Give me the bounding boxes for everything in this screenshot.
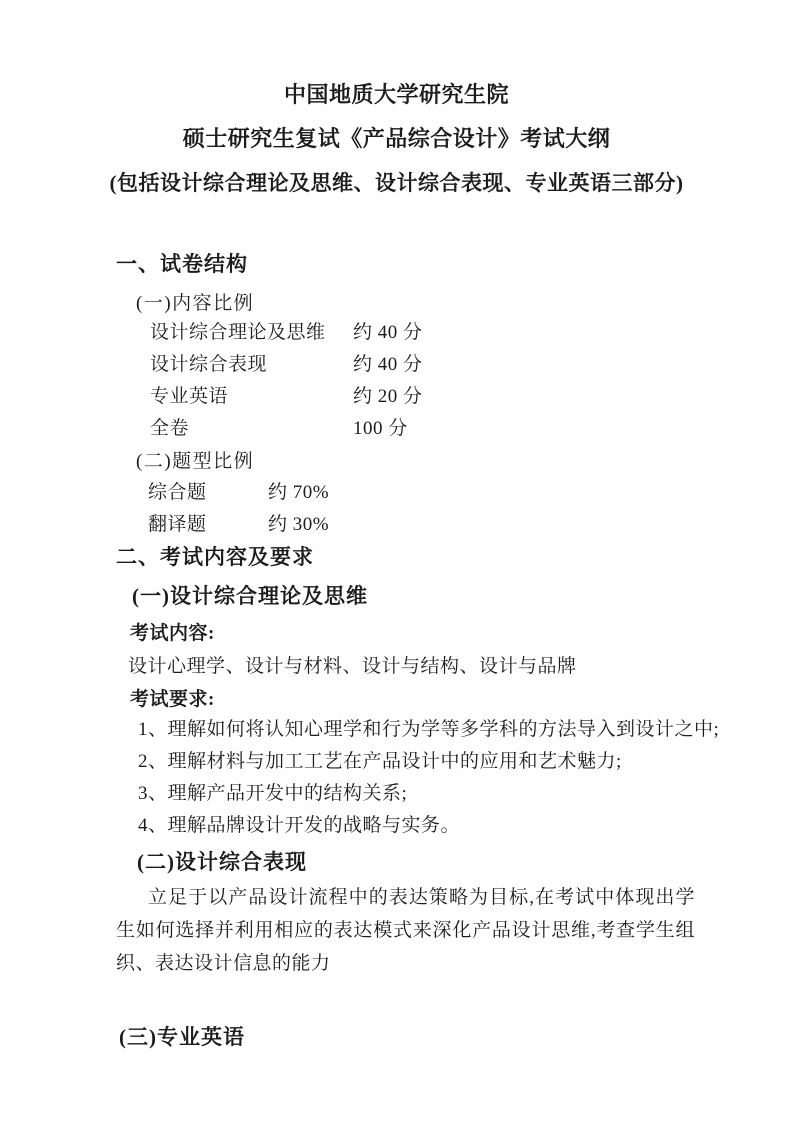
requirement-item: 1、理解如何将认知心理学和行为学等多学科的方法导入到设计之中;: [138, 719, 720, 740]
table-row: [148, 515, 793, 535]
row-value: 约 40 分: [353, 354, 423, 375]
row-value: 约 30%: [268, 514, 330, 535]
table-row: [150, 323, 793, 343]
row-label: 专业英语: [150, 386, 229, 407]
row-label: 综合题: [148, 482, 207, 503]
requirement-item: 3、理解产品开发中的结构关系;: [138, 783, 408, 804]
expression-description-paragraph: 立足于以产品设计流程中的表达策略为目标,在考试中体现出学生如何选择并利用相应的表达模式来深化产品设计思维,考查学生组织、表达设计信息的能力: [116, 887, 695, 974]
exam-requirements-label: 考试要求:: [130, 689, 215, 710]
requirement-item: 2、理解材料与加工工艺在产品设计中的应用和艺术魅力;: [138, 751, 622, 772]
table-row: [150, 387, 793, 407]
part-heading-professional-english: (三)专业英语: [119, 1025, 245, 1049]
doc-title-institution: 中国地质大学研究生院: [283, 82, 509, 107]
row-label: 翻译题: [148, 514, 207, 535]
requirement-item: 4、理解品牌设计开发的战略与实务。: [138, 815, 461, 836]
row-value: 约 70%: [268, 482, 330, 503]
table-row: [150, 419, 793, 439]
part-heading-theory-thinking: (一)设计综合理论及思维: [132, 584, 368, 608]
table-row: [150, 355, 793, 375]
section-heading-exam-content: 二、考试内容及要求: [116, 545, 314, 569]
part-heading-comprehensive-expression: (二)设计综合表现: [137, 850, 307, 874]
doc-title-main: 硕士研究生复试《产品综合设计》考试大纲: [182, 126, 611, 151]
doc-title-subtitle: (包括设计综合理论及思维、设计综合表现、专业英语三部分): [109, 171, 684, 195]
table-row: [148, 483, 793, 503]
row-label: 设计综合理论及思维: [150, 322, 326, 343]
row-value: 约 40 分: [353, 322, 423, 343]
exam-content-text: 设计心理学、设计与材料、设计与结构、设计与品牌: [128, 656, 577, 677]
exam-content-label: 考试内容:: [130, 623, 215, 644]
row-label: 设计综合表现: [150, 354, 268, 375]
row-value: 100 分: [353, 418, 408, 439]
row-value: 约 20 分: [353, 386, 423, 407]
subsection-content-ratio: (一)内容比例: [136, 293, 255, 314]
section-heading-exam-structure: 一、试卷结构: [116, 252, 248, 276]
row-label: 全卷: [150, 418, 190, 439]
subsection-question-type-ratio: (二)题型比例: [136, 451, 255, 472]
